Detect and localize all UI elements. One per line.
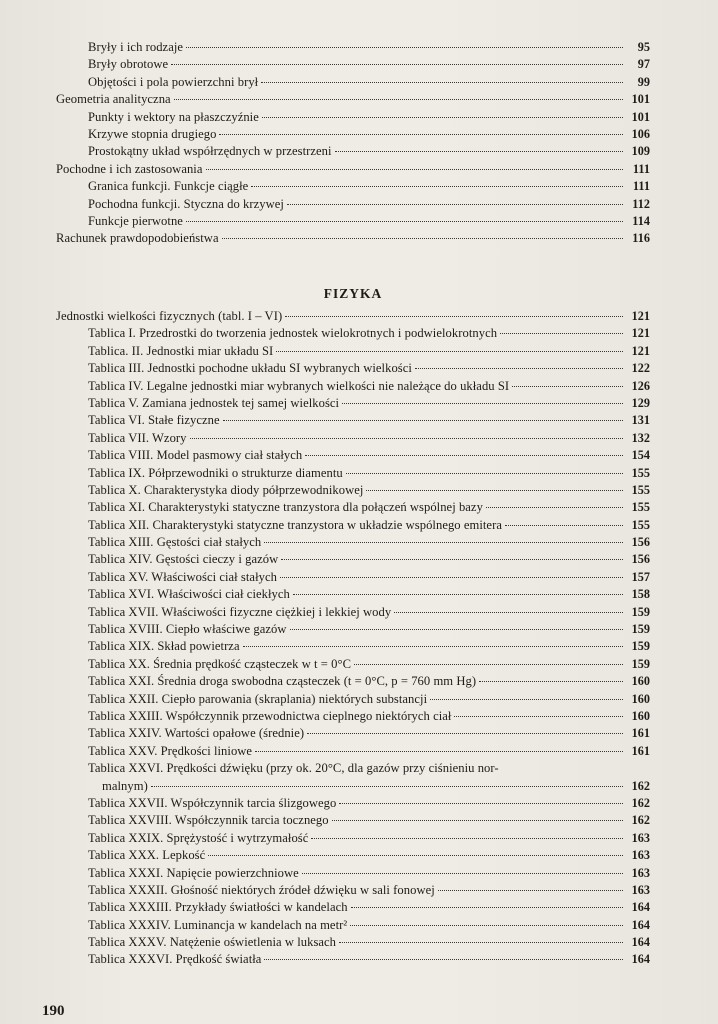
toc-entry-title: Tablica XV. Właściwości ciał stałych (88, 569, 277, 584)
toc-entry-title: Tablica VII. Wzory (88, 430, 187, 445)
dot-leader (280, 577, 623, 578)
toc-entry-title: Tablica XI. Charakterystyki statyczne tranzystora dla połączeń wspólnej bazy (88, 500, 483, 515)
page-number: 190 (42, 1003, 65, 1019)
dot-leader (307, 733, 623, 734)
dot-leader (186, 221, 623, 222)
toc-entry-page: 126 (631, 378, 650, 393)
toc-entry-page: 156 (631, 552, 650, 567)
toc-entry-page: 163 (631, 865, 650, 880)
toc-entry-page: 164 (631, 935, 650, 950)
toc-entry-page: 162 (631, 778, 650, 793)
toc-mathematics-continuation (56, 40, 650, 249)
toc-entry (56, 466, 650, 483)
toc-entry (56, 75, 650, 92)
toc-entry-title: Tablica V. Zamiana jednostek tej samej wielkości (88, 395, 340, 410)
toc-entry (56, 500, 650, 517)
toc-entry (56, 952, 650, 969)
toc-entry-title: Tablica VIII. Model pasmowy ciał stałych (88, 448, 303, 463)
dot-leader (311, 838, 623, 839)
toc-entry (56, 231, 650, 248)
toc-entry (56, 162, 650, 179)
toc-entry-page: 101 (631, 109, 650, 124)
toc-entry-page: 106 (631, 126, 650, 141)
toc-entry-title: Tablica IX. Półprzewodniki o strukturze diamentu (88, 465, 343, 480)
toc-entry-page: 111 (632, 179, 650, 194)
toc-entry-page: 155 (631, 465, 650, 480)
dot-leader (276, 351, 623, 352)
toc-entry (56, 866, 650, 883)
toc-entry (56, 214, 650, 231)
toc-entry (56, 674, 650, 691)
toc-entry-page: 129 (631, 395, 650, 410)
toc-entry (56, 144, 650, 161)
toc-entry-page: 158 (631, 587, 650, 602)
dot-leader (261, 82, 623, 83)
toc-entry-page: 112 (632, 196, 650, 211)
toc-entry (56, 483, 650, 500)
toc-entry-title: Geometria analityczna (56, 92, 171, 107)
toc-entry-title: Tablica VI. Stałe fizyczne (88, 413, 220, 428)
toc-entry-page: 157 (631, 569, 650, 584)
toc-entry-page: 163 (631, 882, 650, 897)
dot-leader (415, 368, 623, 369)
dot-leader (505, 525, 623, 526)
dot-leader (350, 925, 623, 926)
toc-entry-page: 95 (637, 40, 650, 54)
toc-entry-title: Tablica XXI. Średnia droga swobodna cząsteczek (t = 0°C, p = 760 mm Hg) (88, 674, 477, 689)
toc-entry-title: Tablica XXV. Prędkości liniowe (88, 743, 253, 758)
toc-entry (56, 883, 650, 900)
dot-leader (281, 559, 623, 560)
toc-entry (56, 396, 650, 413)
dot-leader (366, 490, 623, 491)
dot-leader (351, 907, 623, 908)
toc-entry-page: 160 (631, 674, 650, 689)
dot-leader (346, 473, 623, 474)
toc-entry (56, 535, 650, 552)
toc-entry-title: Pochodna funkcji. Styczna do krzywej (88, 196, 284, 211)
toc-entry-page: 163 (631, 848, 650, 863)
toc-entry-page: 161 (631, 743, 650, 758)
dot-leader (339, 803, 623, 804)
toc-entry-title: Tablica IV. Legalne jednostki miar wybranych wielkości nie należące do układu SI (88, 378, 510, 393)
dot-leader (206, 169, 624, 170)
toc-entry-title: Funkcje pierwotne (88, 213, 183, 228)
toc-entry-title: Tablica I. Przedrostki do tworzenia jednostek wielokrotnych i podwielokrotnych (88, 326, 498, 341)
toc-entry-title: Tablica XXVI. Prędkości dźwięku (przy ok. 20°C, dla gazów przy ciśnieniu nor- (88, 761, 499, 776)
toc-entry-title: malnym) (102, 778, 148, 793)
toc-entry (56, 761, 650, 778)
toc-entry (56, 197, 650, 214)
toc-entry-title: Tablica XXXIII. Przykłady światłości w kandelach (88, 900, 348, 915)
dot-leader (208, 855, 623, 856)
toc-entry-page: 159 (631, 604, 650, 619)
toc-entry-page: 156 (631, 535, 650, 550)
dot-leader (305, 455, 623, 456)
dot-leader (354, 664, 623, 665)
dot-leader (479, 681, 623, 682)
toc-entry-page: 155 (631, 517, 650, 532)
dot-leader (251, 186, 623, 187)
toc-entry (56, 657, 650, 674)
toc-entry-page: 164 (631, 900, 650, 915)
toc-entry-page: 159 (631, 656, 650, 671)
toc-entry-title: Tablica XXXIV. Luminancja w kandelach na metr² (88, 917, 348, 932)
toc-entry (56, 57, 650, 74)
toc-entry-page: 121 (631, 343, 650, 358)
dot-leader (512, 386, 623, 387)
toc-entry-title: Tablica XXVII. Współczynnik tarcia ślizgowego (88, 795, 337, 810)
toc-entry-title: Tablica XX. Średnia prędkość cząsteczek w t = 0°C (88, 656, 352, 671)
toc-entry (56, 779, 650, 796)
toc-entry (56, 127, 650, 144)
toc-entry-title: Prostokątny układ współrzędnych w przestrzeni (88, 144, 332, 159)
toc-entry-page: 131 (631, 413, 650, 428)
dot-leader (342, 403, 623, 404)
toc-entry-page: 99 (637, 74, 650, 89)
toc-fizyka (56, 309, 650, 970)
dot-leader (262, 117, 623, 118)
dot-leader (264, 959, 623, 960)
toc-entry-title: Tablica XIX. Skład powietrza (88, 639, 240, 654)
toc-entry (56, 726, 650, 743)
toc-entry (56, 431, 650, 448)
toc-entry-title: Tablica XXXVI. Prędkość światła (88, 952, 262, 967)
toc-entry-page: 154 (631, 448, 650, 463)
toc-entry (56, 622, 650, 639)
toc-entry-title: Tablica XXVIII. Współczynnik tarcia tocznego (88, 813, 329, 828)
toc-entry-page: 162 (631, 795, 650, 810)
dot-leader (190, 438, 623, 439)
toc-entry-page: 160 (631, 691, 650, 706)
toc-entry-page: 109 (631, 144, 650, 159)
section-heading-fizyka: FIZYKA (323, 286, 383, 301)
toc-entry (56, 570, 650, 587)
toc-entry (56, 918, 650, 935)
toc-entry-page: 164 (631, 952, 650, 967)
dot-leader (171, 64, 623, 65)
toc-entry-title: Tablica III. Jednostki pochodne układu SI wybranych wielkości (88, 361, 412, 376)
toc-entry-page: 161 (631, 726, 650, 741)
toc-entry-title: Tablica XVIII. Ciepło właściwe gazów (88, 622, 287, 637)
dot-leader (394, 612, 623, 613)
toc-entry-title: Tablica XXXII. Głośność niektórych źródeł dźwięku w sali fonowej (88, 882, 435, 897)
dot-leader (219, 134, 623, 135)
toc-entry-title: Punkty i wektory na płaszczyźnie (88, 109, 259, 124)
toc-entry-title: Bryły obrotowe (88, 57, 169, 72)
toc-entry-page: 162 (631, 813, 650, 828)
toc-entry-title: Objętości i pola powierzchni brył (88, 74, 259, 89)
dot-leader (223, 420, 623, 421)
toc-entry-title: Tablica XVII. Właściwości fizyczne ciężkiej i lekkiej wody (88, 604, 392, 619)
toc-entry (56, 935, 650, 952)
dot-leader (293, 594, 623, 595)
toc-entry (56, 709, 650, 726)
toc-entry-title: Tablica X. Charakterystyka diody półprzewodnikowej (88, 482, 364, 497)
toc-entry-title: Tablica XXII. Ciepło parowania (skraplania) niektórych substancji (88, 691, 428, 706)
dot-leader (454, 716, 623, 717)
dot-leader (285, 316, 623, 317)
toc-entry-title: Tablica XIV. Gęstości cieczy i gazów (88, 552, 279, 567)
toc-entry-title: Tablica XIII. Gęstości ciał stałych (88, 535, 262, 550)
toc-entry-title: Krzywe stopnia drugiego (88, 126, 217, 141)
dot-leader (186, 47, 623, 48)
toc-entry-page: 121 (631, 309, 650, 323)
toc-entry-page: 101 (631, 92, 650, 107)
toc-entry (56, 692, 650, 709)
toc-entry (56, 587, 650, 604)
toc-entry-page: 121 (631, 326, 650, 341)
dot-leader (290, 629, 624, 630)
toc-entry-title: Bryły i ich rodzaje (88, 40, 184, 54)
toc-entry (56, 110, 650, 127)
toc-entry-page: 114 (632, 213, 650, 228)
toc-entry-title: Tablica XXIII. Współczynnik przewodnictwa cieplnego niektórych ciał (88, 708, 452, 723)
toc-entry-page: 164 (631, 917, 650, 932)
toc-entry (56, 518, 650, 535)
toc-entry-page: 159 (631, 622, 650, 637)
toc-entry (56, 361, 650, 378)
dot-leader (287, 204, 623, 205)
dot-leader (222, 238, 623, 239)
toc-entry (56, 552, 650, 569)
toc-entry-page: 160 (631, 708, 650, 723)
toc-entry-title: Rachunek prawdopodobieństwa (56, 231, 219, 246)
toc-entry-page: 163 (631, 830, 650, 845)
dot-leader (500, 333, 623, 334)
dot-leader (264, 542, 623, 543)
toc-entry-title: Tablica XXIV. Wartości opałowe (średnie) (88, 726, 305, 741)
toc-entry-title: Tablica XVI. Właściwości ciał ciekłych (88, 587, 290, 602)
toc-entry (56, 40, 650, 57)
toc-entry-title: Tablica XXX. Lepkość (88, 848, 206, 863)
toc-entry-title: Jednostki wielkości fizycznych (tabl. I – VI) (56, 309, 283, 323)
toc-entry-title: Tablica. II. Jednostki miar układu SI (88, 343, 274, 358)
toc-entry-title: Tablica XXXI. Napięcie powierzchniowe (88, 865, 299, 880)
toc-entry-page: 116 (632, 231, 650, 246)
toc-entry-page: 155 (631, 482, 650, 497)
toc-entry (56, 796, 650, 813)
toc-entry (56, 831, 650, 848)
toc-entry (56, 344, 650, 361)
toc-entry-title: Tablica XXIX. Sprężystość i wytrzymałość (88, 830, 309, 845)
dot-leader (335, 151, 623, 152)
toc-entry (56, 179, 650, 196)
toc-entry-page: 97 (637, 57, 650, 72)
toc-entry (56, 744, 650, 761)
dot-leader (174, 99, 623, 100)
toc-entry (56, 900, 650, 917)
toc-entry (56, 605, 650, 622)
dot-leader (332, 820, 623, 821)
toc-entry (56, 448, 650, 465)
toc-entry (56, 379, 650, 396)
dot-leader (243, 646, 623, 647)
toc-entry-title: Tablica XXXV. Natężenie oświetlenia w luksach (88, 935, 337, 950)
dot-leader (486, 507, 623, 508)
toc-entry (56, 309, 650, 326)
dot-leader (430, 699, 623, 700)
toc-entry (56, 413, 650, 430)
dot-leader (255, 751, 623, 752)
toc-entry (56, 813, 650, 830)
toc-entry (56, 639, 650, 656)
toc-entry (56, 326, 650, 343)
toc-entry-page: 111 (632, 161, 650, 176)
dot-leader (302, 873, 623, 874)
toc-entry (56, 848, 650, 865)
dot-leader (339, 942, 623, 943)
toc-entry (56, 92, 650, 109)
toc-entry-page: 122 (631, 361, 650, 376)
toc-entry-title: Tablica XII. Charakterystyki statyczne tranzystora w układzie wspólnego emitera (88, 517, 502, 532)
toc-entry-title: Pochodne i ich zastosowania (56, 161, 203, 176)
dot-leader (438, 890, 623, 891)
toc-entry-page: 132 (631, 430, 650, 445)
toc-entry-page: 159 (631, 639, 650, 654)
dot-leader (151, 786, 623, 787)
toc-entry-title: Granica funkcji. Funkcje ciągłe (88, 179, 249, 194)
toc-entry-page: 155 (631, 500, 650, 515)
